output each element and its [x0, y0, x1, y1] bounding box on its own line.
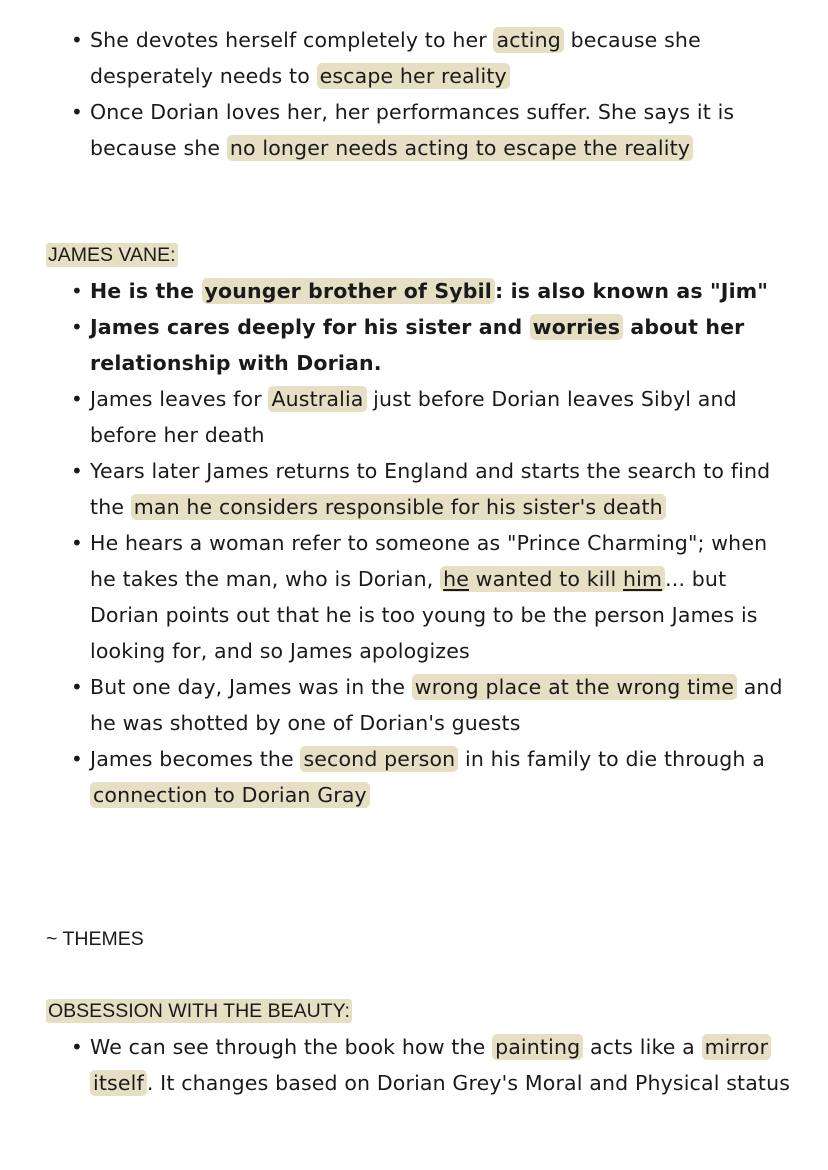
text-run: in his family to die through a: [465, 747, 765, 771]
text-run: She devotes herself completely to her: [90, 28, 487, 52]
bullet-icon: •: [71, 1035, 83, 1059]
underlined-text: him: [623, 567, 663, 591]
highlight: no longer needs acting to escape the reality: [227, 135, 693, 161]
list-item: [0, 273, 828, 309]
section-heading-themes: [46, 925, 144, 953]
underlined-text: he: [443, 567, 469, 591]
list-item: [0, 94, 828, 166]
highlight: mirror itself: [90, 1034, 771, 1096]
bullet-icon: •: [71, 279, 83, 303]
text-run: about her relationship with Dorian.: [90, 315, 745, 375]
bullet-icon: •: [71, 28, 83, 52]
sybil-section: [0, 22, 828, 166]
text-run: : is also known as "Jim": [494, 279, 769, 303]
list-item: [0, 22, 828, 94]
list-item: [0, 525, 828, 669]
text-run: just before Dorian leaves Sibyl and before her death: [90, 387, 737, 447]
highlight: painting: [492, 1034, 583, 1060]
bullet-icon: •: [71, 675, 83, 699]
highlight: acting: [493, 27, 563, 53]
text-run: We can see through the book how the: [90, 1035, 486, 1059]
text-run: ... but Dorian points out that he is too young to be the person James is looking for, and so James apologizes: [90, 567, 758, 663]
highlight: younger brother of Sybil: [202, 278, 495, 304]
heading-text: ~ THEMES: [46, 928, 144, 950]
highlight: worries: [530, 314, 623, 340]
text-run: He hears a woman refer to someone as "Prince Charming"; when he takes the man, who is Dorian,: [90, 531, 768, 591]
text-run: James becomes the: [90, 747, 294, 771]
highlight: wrong place at the wrong time: [412, 674, 737, 700]
text-run: James cares deeply for his sister and: [90, 315, 523, 339]
highlight: connection to Dorian Gray: [90, 782, 370, 808]
highlight: escape her reality: [317, 63, 510, 89]
bullet-icon: •: [71, 459, 83, 483]
text-run: and he was shotted by one of Dorian's guests: [90, 675, 783, 735]
obsession-section: [0, 1029, 828, 1101]
bullet-icon: •: [71, 747, 83, 771]
heading-text: OBSESSION WITH THE BEAUTY:: [48, 1000, 350, 1022]
bullet-icon: •: [71, 531, 83, 555]
list-item: [0, 381, 828, 453]
text-run: Once Dorian loves her, her performances suffer. She says it is because she: [90, 100, 735, 160]
list-item: [0, 669, 828, 741]
bullet-icon: •: [71, 387, 83, 411]
bullet-icon: •: [71, 315, 83, 339]
section-heading-james-vane: [46, 241, 178, 269]
text-run: wanted to kill: [469, 567, 623, 591]
heading-text: JAMES VANE:: [48, 244, 176, 266]
list-item: [0, 741, 828, 813]
highlight: Australia: [268, 386, 366, 412]
text-run: James leaves for: [90, 387, 262, 411]
highlight: [440, 566, 665, 592]
text-run: acts like a: [589, 1035, 695, 1059]
text-run: . It changes based on Dorian Grey's Moral and Physical status: [146, 1071, 791, 1095]
text-run: because she desperately needs to: [90, 28, 701, 88]
list-item: [0, 309, 828, 381]
bullet-icon: •: [71, 100, 83, 124]
list-item: [0, 1029, 828, 1101]
list-item: [0, 453, 828, 525]
text-run: He is the: [90, 279, 195, 303]
section-heading-obsession: [46, 997, 352, 1025]
james-section: [0, 273, 828, 813]
highlight: man he considers responsible for his sister's death: [131, 494, 666, 520]
text-run: But one day, James was in the: [90, 675, 406, 699]
text-run: Years later James returns to England and starts the search to find the: [90, 459, 771, 519]
highlight: second person: [300, 746, 458, 772]
